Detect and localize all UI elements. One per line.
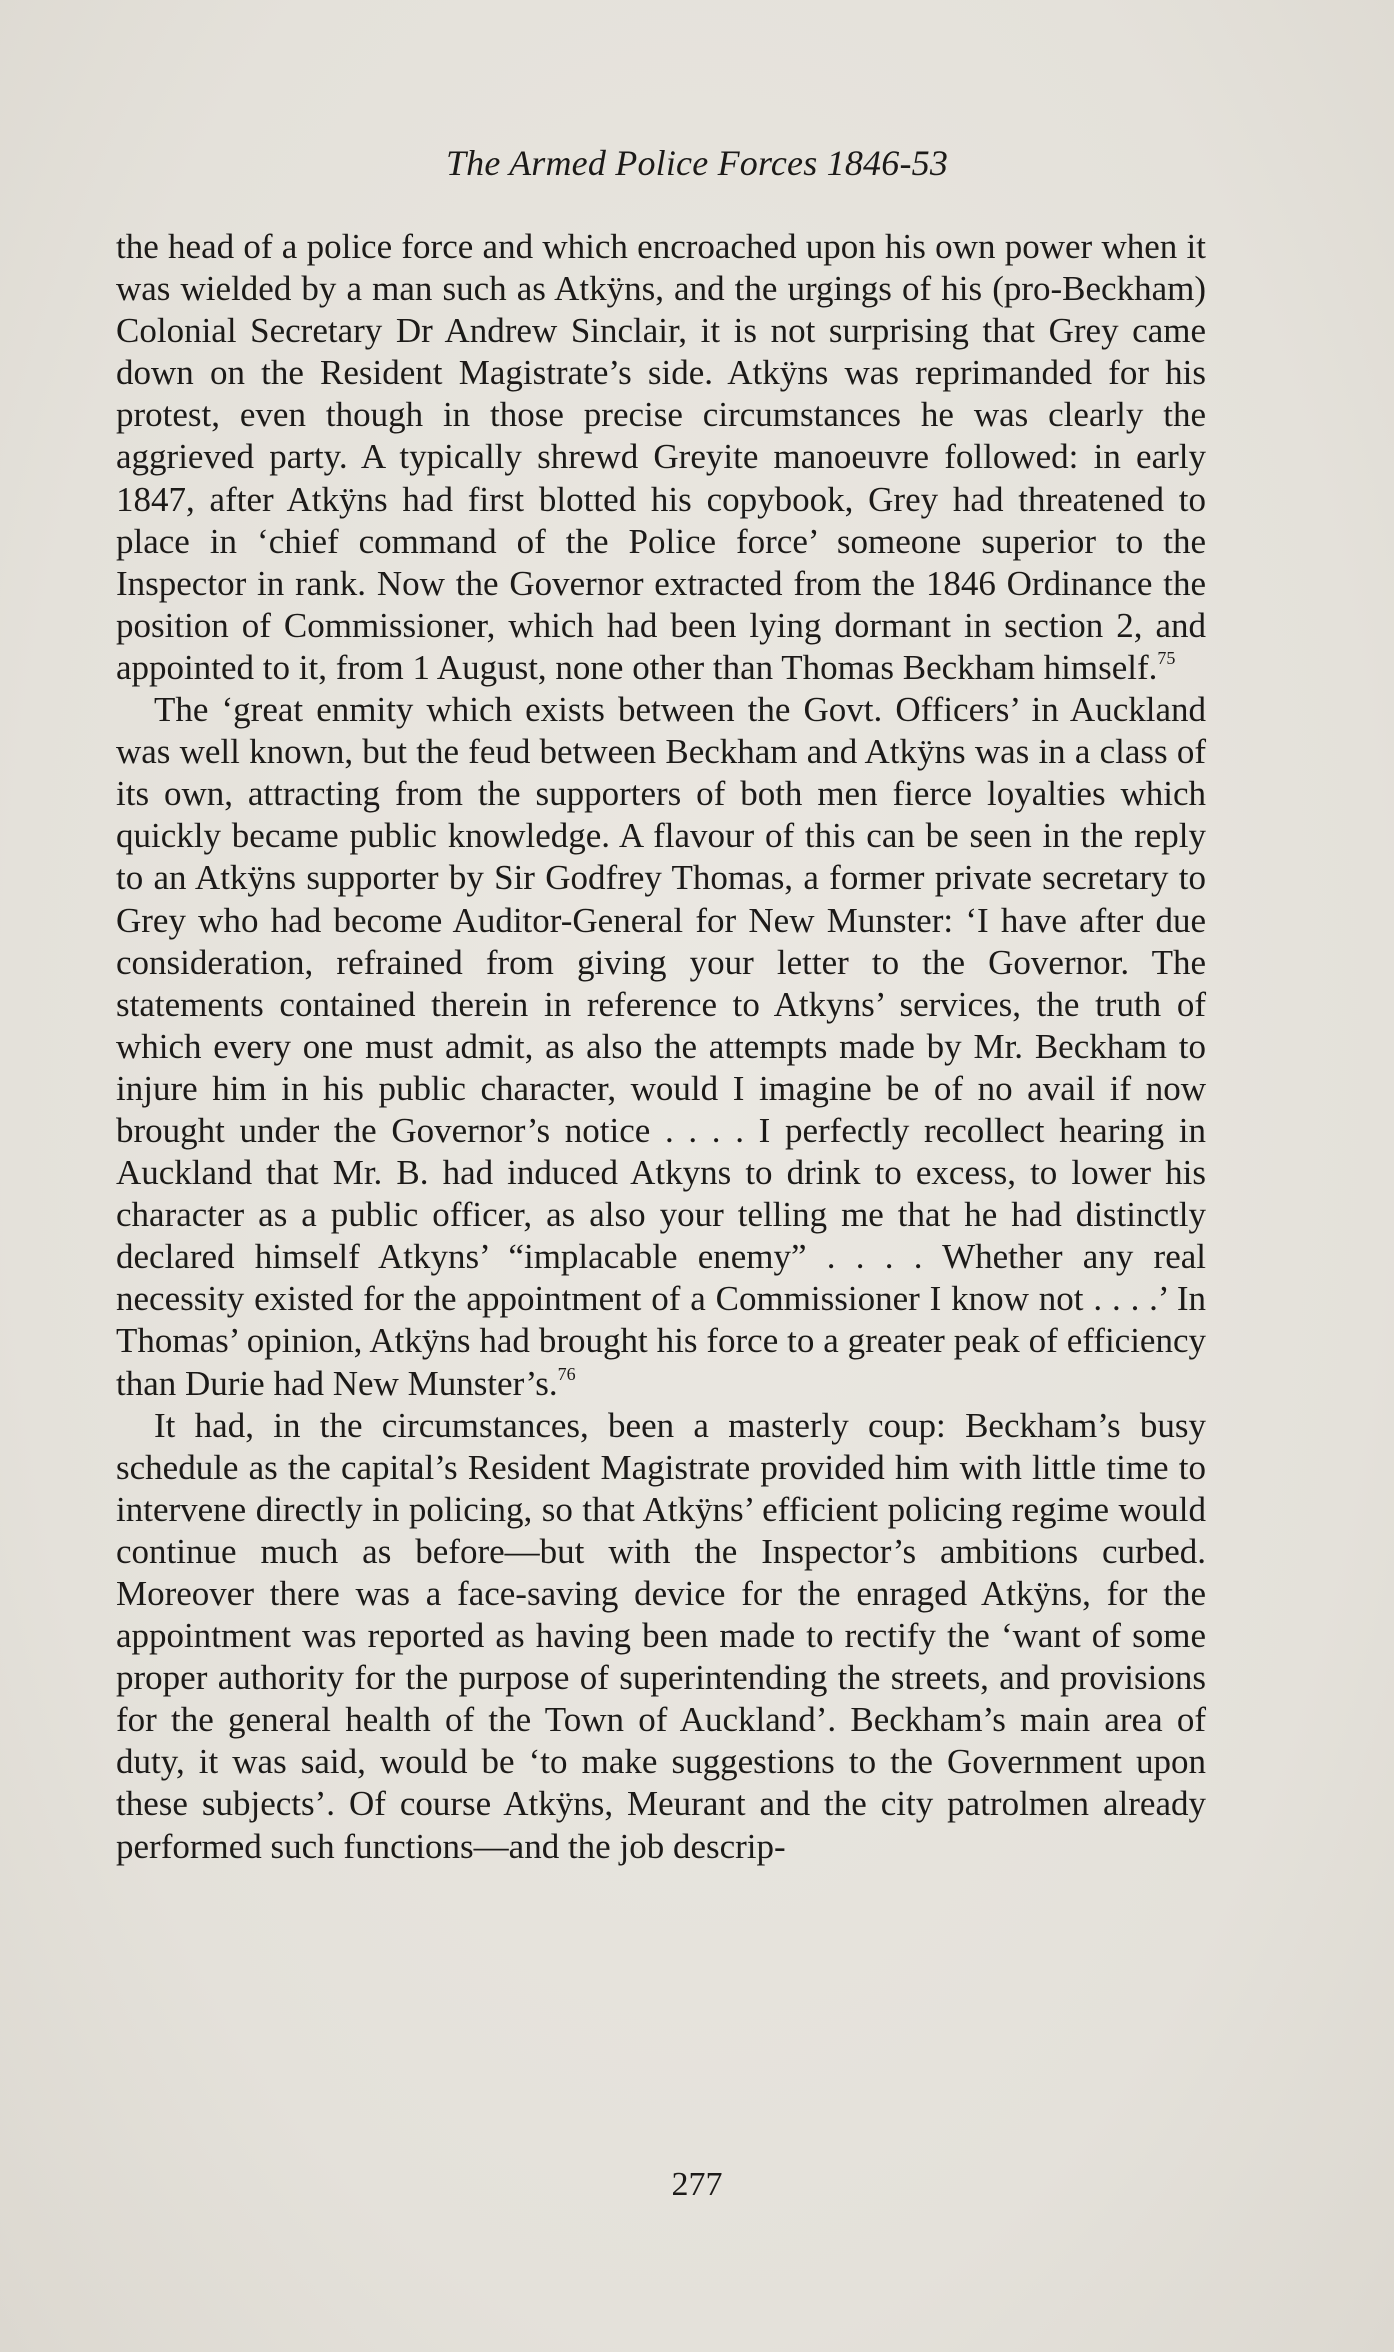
- paragraph-2: [116, 689, 1206, 1405]
- paragraph-1-text: the head of a police force and which encroached upon his own power when it was wielded by a man such as Atkÿns, and the urgings of his (pro-Beckham) Colonial Secretary Dr Andrew Sinclair, it is not surprising that Grey came down on the Resident Magistrate’s side. Atkÿns was reprimanded for his protest, even though in those precise circumstances he was clearly the aggrieved party. A typically shrewd Greyite manoeuvre followed: in early 1847, after Atkÿns had first blotted his copybook, Grey had threatened to place in ‘chief command of the Police force’ someone superior to the Inspector in rank. Now the Governor extracted from the 1846 Ordinance the position of Commissioner, which had been lying dormant in section 2, and appointed to it, from 1 August, none other than Thomas Beckham himself.: [116, 227, 1206, 687]
- footnote-ref-75: 75: [1157, 647, 1176, 668]
- paragraph-3: [116, 1405, 1206, 1868]
- paragraph-2-text: The ‘great enmity which exists between the Govt. Officers’ in Auckland was well known, but the feud between Beckham and Atkÿns was in a class of its own, attracting from the supporters of both men fierce loyalties which quickly became public knowledge. A flavour of this can be seen in the reply to an Atkÿns supporter by Sir Godfrey Thomas, a former private secretary to Grey who had become Auditor-General for New Munster: ‘I have after due consideration, refrained from giving your letter to the Governor. The statements contained therein in reference to Atkyns’ services, the truth of which every one must admit, as also the attempts made by Mr. Beckham to injure him in his public character, would I imagine be of no avail if now brought under the Governor’s notice . . . . I perfectly recollect hearing in Auckland that Mr. B. had induced Atkyns to drink to excess, to lower his character as a public officer, as also your telling me that he had distinctly declared himself Atkyns’ “implacable enemy” . . . . Whether any real necessity existed for the appointment of a Commissioner I know not . . . .’ In Thomas’ opinion, Atkÿns had brought his force to a greater peak of efficiency than Durie had New Munster’s.: [116, 690, 1206, 1403]
- paragraph-3-text: It had, in the circumstances, been a masterly coup: Beckham’s busy schedule as the capital’s Resident Magistrate provided him with little time to intervene directly in policing, so that Atkÿns’ efficient policing regime would continue much as before—but with the Inspector’s ambitions curbed. Moreover there was a face-saving device for the enraged Atkÿns, for the appointment was reported as having been made to rectify the ‘want of some proper authority for the purpose of superintending the streets, and provisions for the general health of the Town of Auckland’. Beckham’s main area of duty, it was said, would be ‘to make suggestions to the Government upon these subjects’. Of course Atkÿns, Meurant and the city patrolmen already performed such functions—and the job descrip-: [116, 1405, 1206, 1866]
- page-number: 277: [671, 2166, 723, 2203]
- paragraph-1: [116, 226, 1206, 689]
- body-text: [116, 226, 1206, 1868]
- footnote-ref-76: 76: [557, 1363, 576, 1384]
- running-head-title: The Armed Police Forces 1846-53: [445, 143, 949, 183]
